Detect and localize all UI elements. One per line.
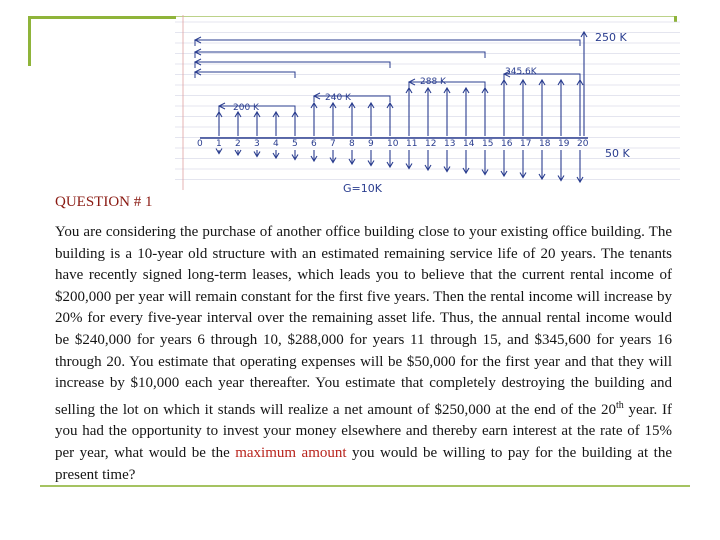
period-label: 18 [539, 139, 551, 149]
question-text-part-2: year. If you had the opportunity to invest your money elsewhere and thereby earn interest at the rate of 15% per year, what would be the [55, 401, 672, 461]
question-text-part-3: you would be willing to pay for the building at the present time? [55, 444, 672, 483]
income-345-label: 345.6K [505, 67, 537, 77]
question-heading: QUESTION # 1 [55, 194, 153, 210]
period-label: 6 [311, 139, 317, 149]
period-label: 10 [387, 139, 399, 149]
period-label: 3 [254, 139, 260, 149]
income-288-label: 288 K [420, 77, 446, 87]
period-label: 15 [482, 139, 494, 149]
question-superscript: th [615, 399, 624, 411]
period-label: 7 [330, 139, 336, 149]
question-text-part-1: You are considering the purchase of another office building close to your existing office building. The building is a 10-year old structure with an estimated remaining service life of 20 years. The tenants have recently signed long-term leases, which leads you to believe that the current rental income of $200,000 per year will remain constant for the first five years. Then the rental income will increase by 20% for every five-year interval over the remaining asset life. Thus, the annual rental income would be $240,000 for years 6 through 10, $288,000 for years 11 through 15, and $345,600 for years 16 through 20. You estimate that operating expenses will be $50,000 for the first year and that they will increase by $10,000 each year thereafter. You estimate that completely destroying the building and selling the lot on which it stands will realize a net amount of $250,000 at the end of the 20 [55, 224, 672, 418]
salvage-label: 250 K [595, 31, 627, 44]
frame-top-bar [28, 16, 176, 19]
expense-base-label: 50 K [605, 147, 630, 160]
period-label: 9 [368, 139, 374, 149]
period-label: 4 [273, 139, 279, 149]
period-label: 1 [216, 139, 222, 149]
cash-flow-diagram [165, 10, 685, 195]
cash-flow-arrows [216, 32, 587, 182]
frame-bottom-bar [40, 485, 690, 487]
period-label: 5 [292, 139, 298, 149]
period-label: 17 [520, 139, 532, 149]
period-label: 11 [406, 139, 418, 149]
bracket-long-3 [195, 72, 295, 78]
income-200-label: 200 K [233, 103, 259, 113]
period-labels [197, 139, 589, 149]
period-label: 19 [558, 139, 570, 149]
question-body [55, 222, 672, 486]
bracket-long-2 [195, 62, 390, 68]
period-label: 16 [501, 139, 513, 149]
period-label: 8 [349, 139, 355, 149]
period-label: 2 [235, 139, 241, 149]
maximum-amount-highlight: maximum amount [235, 444, 347, 461]
bracket-long-1 [195, 52, 485, 58]
gradient-label: G=10K [343, 182, 382, 195]
period-label: 20 [577, 139, 589, 149]
period-label: 13 [444, 139, 456, 149]
period-label: 0 [197, 139, 203, 149]
period-label: 12 [425, 139, 437, 149]
income-240-label: 240 K [325, 93, 351, 103]
frame-left-bar [28, 16, 31, 66]
period-label: 14 [463, 139, 475, 149]
